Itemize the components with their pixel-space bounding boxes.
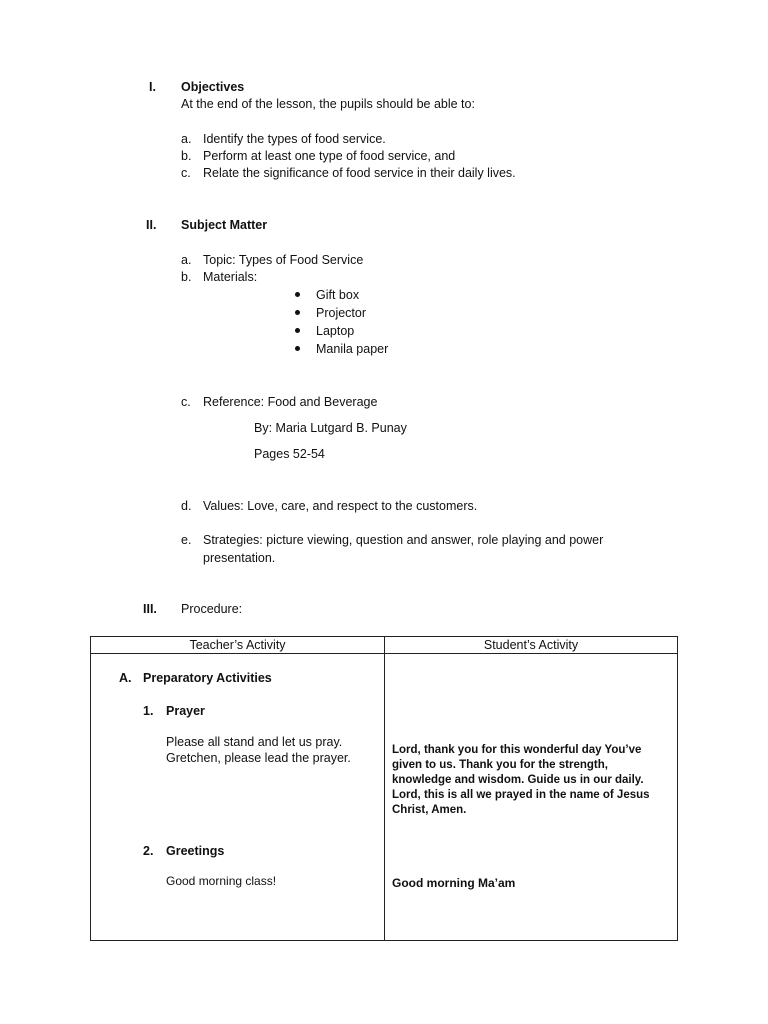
table-header-student: Student’s Activity xyxy=(483,638,579,652)
greetings-title: Greetings xyxy=(166,844,225,858)
section-heading: Procedure: xyxy=(181,602,243,616)
header-divider xyxy=(91,653,677,654)
bullet-icon xyxy=(295,346,300,351)
prayer-student-line: knowledge and wisdom. Guide us in our daily. xyxy=(392,774,644,786)
reference-pages: Pages 52-54 xyxy=(254,447,325,461)
material-item: Projector xyxy=(316,306,367,320)
prayer-student-line: Lord, this is all we prayed in the name of Jesus xyxy=(392,789,650,801)
list-marker: a. xyxy=(181,253,192,267)
materials-label: Materials: xyxy=(203,270,258,284)
material-item: Gift box xyxy=(316,288,360,302)
prayer-teacher-line: Gretchen, please lead the prayer. xyxy=(166,751,351,765)
prayer-teacher-line: Please all stand and let us pray. xyxy=(166,735,343,749)
topic-text: Topic: Types of Food Service xyxy=(203,253,364,267)
prayer-student-line: Christ, Amen. xyxy=(392,804,467,816)
bullet-icon xyxy=(295,328,300,333)
values-text: Values: Love, care, and respect to the customers. xyxy=(203,499,478,513)
material-item: Manila paper xyxy=(316,342,389,356)
reference-text: Reference: Food and Beverage xyxy=(203,395,378,409)
greetings-student-text: Good morning Ma’am xyxy=(392,876,516,890)
activity-marker: 2. xyxy=(143,844,154,858)
section-numeral: III. xyxy=(143,602,157,616)
section-marker: A. xyxy=(119,671,132,685)
list-item: Identify the types of food service. xyxy=(203,132,386,146)
section-numeral: I. xyxy=(149,80,156,94)
list-item: Relate the significance of food service in their daily lives. xyxy=(203,166,516,180)
section-numeral: II. xyxy=(146,218,157,232)
material-item: Laptop xyxy=(316,324,355,338)
strategies-text-continued: presentation. xyxy=(203,551,276,565)
list-marker: c. xyxy=(181,166,191,180)
prayer-student-line: given to us. Thank you for the strength, xyxy=(392,759,608,771)
column-divider xyxy=(384,637,385,940)
section-heading: Objectives xyxy=(181,80,245,94)
list-marker: b. xyxy=(181,149,192,163)
list-item: Perform at least one type of food service, and xyxy=(203,149,456,163)
activity-marker: 1. xyxy=(143,704,154,718)
list-marker: b. xyxy=(181,270,192,284)
bullet-icon xyxy=(295,310,300,315)
procedure-table xyxy=(90,636,678,941)
list-marker: a. xyxy=(181,132,192,146)
list-marker: c. xyxy=(181,395,191,409)
section-heading: Subject Matter xyxy=(181,218,268,232)
list-marker: d. xyxy=(181,499,192,513)
list-marker: e. xyxy=(181,533,192,547)
objectives-intro: At the end of the lesson, the pupils should be able to: xyxy=(181,97,475,111)
preparatory-activities-title: Preparatory Activities xyxy=(143,671,272,685)
table-header-teacher: Teacher’s Activity xyxy=(189,638,286,652)
bullet-icon xyxy=(295,292,300,297)
greetings-teacher-text: Good morning class! xyxy=(166,874,277,888)
prayer-title: Prayer xyxy=(166,704,205,718)
reference-author: By: Maria Lutgard B. Punay xyxy=(254,421,407,435)
prayer-student-line: Lord, thank you for this wonderful day You’ve xyxy=(392,744,642,756)
strategies-text: Strategies: picture viewing, question and answer, role playing and power xyxy=(203,533,604,547)
